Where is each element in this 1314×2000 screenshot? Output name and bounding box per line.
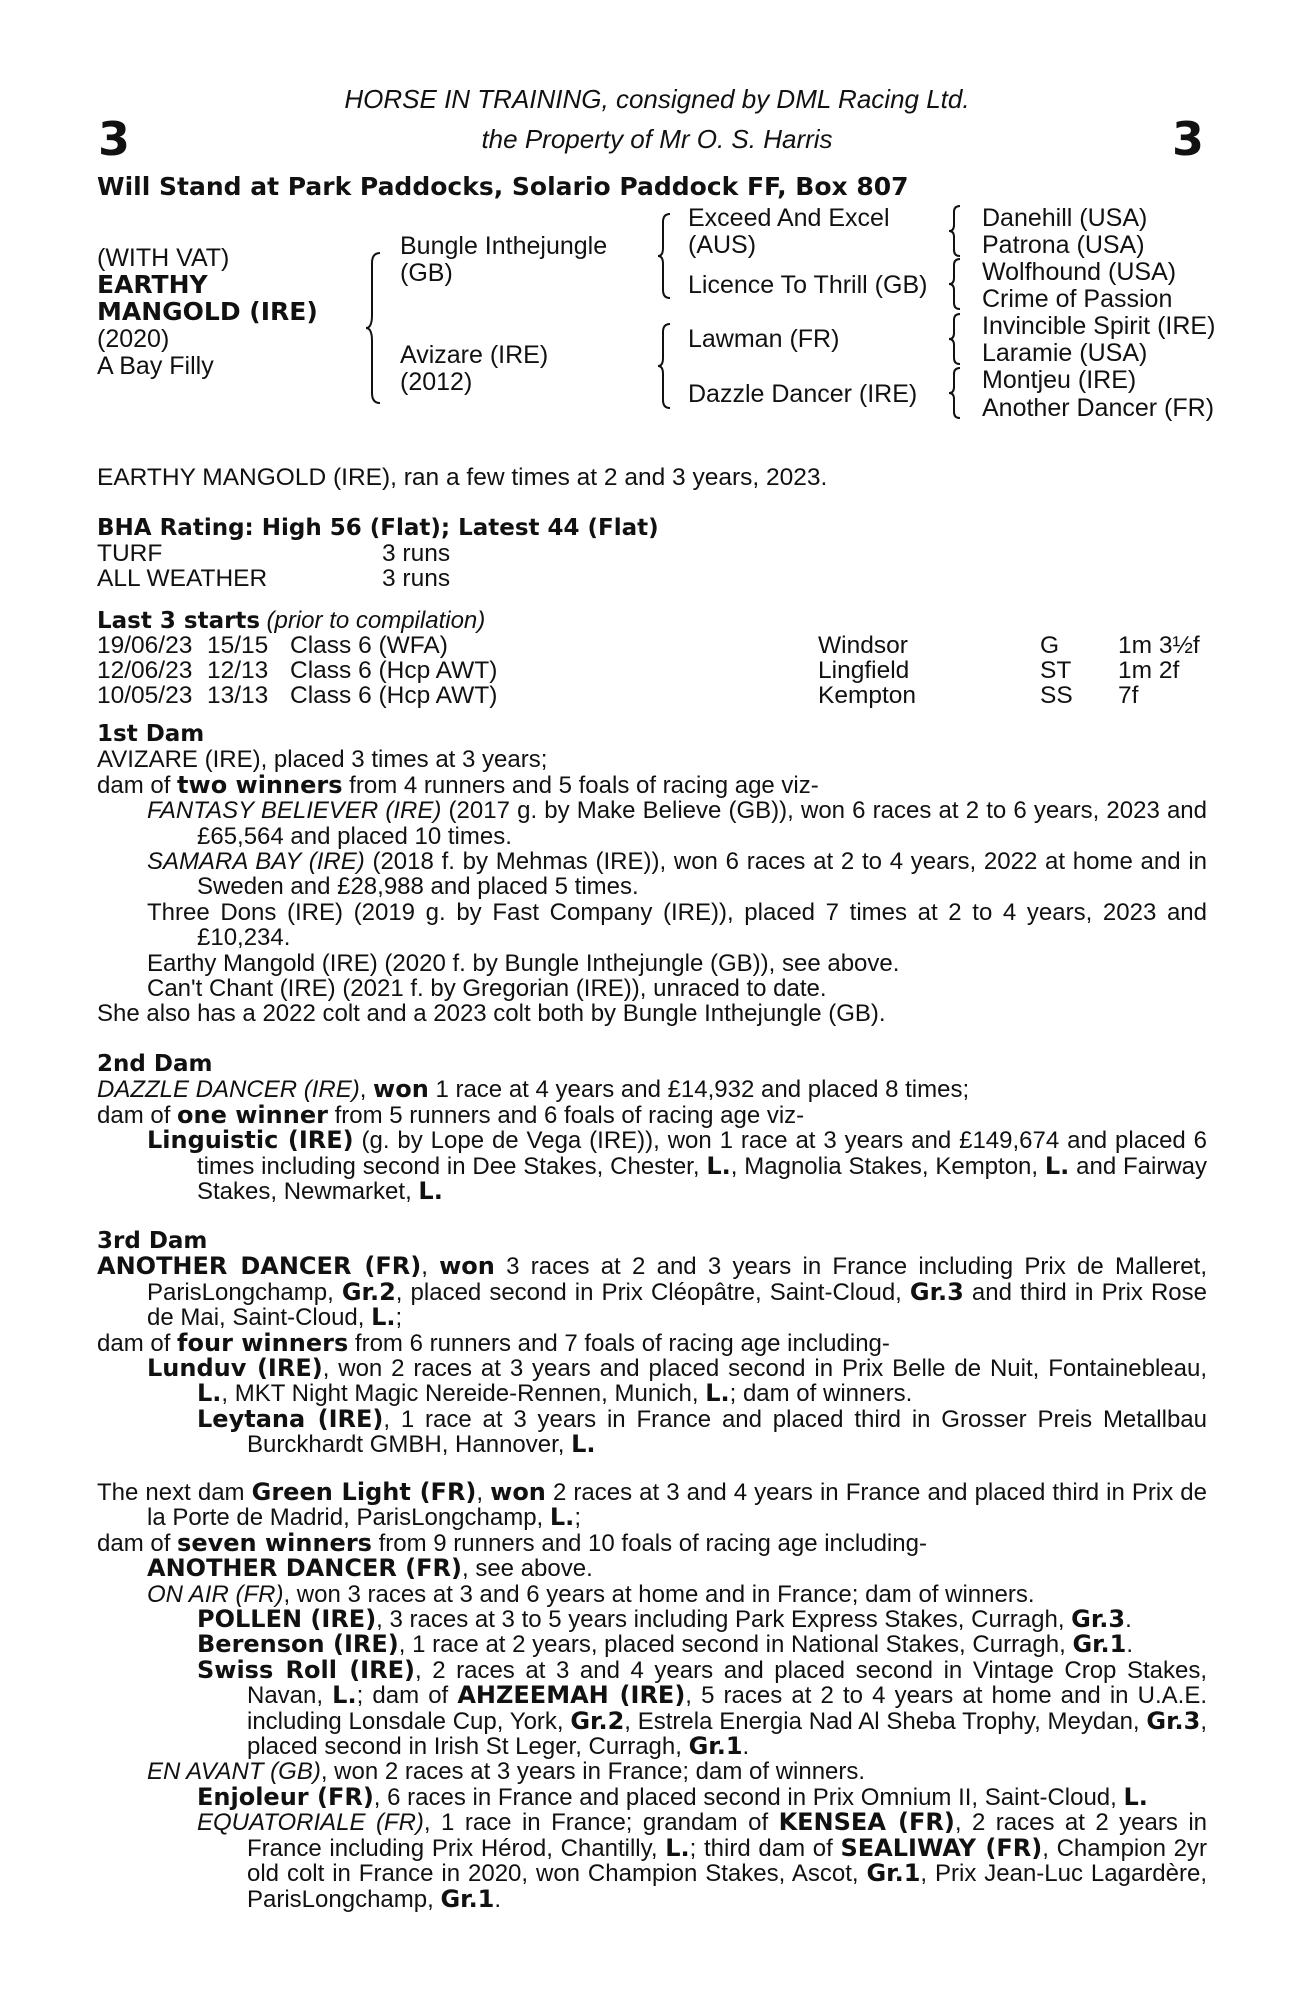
stand-location: Will Stand at Park Paddocks, Solario Paddock FF, Box 807 (97, 172, 909, 201)
on-air-berenson: Berenson (IRE), 1 race at 2 years, placed second in National Stakes, Curragh, Gr.1. (197, 1630, 1134, 1659)
next-dam-en-avant: EN AVANT (GB), won 2 races at 3 years in France; dam of winners. (147, 1758, 866, 1786)
lot-number-left: 3 (98, 112, 131, 166)
pedigree-bracket-ss (950, 206, 966, 256)
en-avant-equatoriale: EQUATORIALE (FR), 1 race in France; grandam of KENSEA (FR), 2 races at 2 years in France including Prix Hérod, Chantilly, L.; third dam of SEALIWAY (FR), Champion 2yr old colt in France in 2020, won Champion Stakes, Ascot, Gr.1, Prix Jean-Luc Lagardère, ParisLongchamp, Gr.1. (197, 1808, 1207, 1913)
next-dam-line2: dam of seven winners from 9 runners and 10 foals of racing age including- (97, 1528, 927, 1557)
first-dam-progeny-4: Earthy Mangold (IRE) (2020 f. by Bungle Inthejungle (GB)), see above. (147, 949, 900, 977)
first-dam-footnote: She also has a 2022 colt and a 2023 colt both by Bungle Inthejungle (GB). (97, 1000, 886, 1028)
first-dam-progeny-2: SAMARA BAY (IRE) (2018 f. by Mehmas (IRE)), won 6 races at 2 to 4 years, 2022 at home and in Sweden and £28,988 and placed 5 times. (147, 848, 1207, 901)
first-dam-heading: 1st Dam (97, 721, 205, 747)
lot-number-right: 3 (1172, 112, 1205, 166)
start-3-course: Kempton (818, 682, 917, 709)
rating-aw-label: ALL WEATHER (97, 565, 268, 592)
start-2-date: 12/06/23 (97, 657, 193, 684)
ped-g3-8: Another Dancer (FR) (982, 394, 1215, 422)
dam-dam: Dazzle Dancer (IRE) (688, 380, 918, 408)
start-2-dist: 1m 2f (1118, 657, 1180, 684)
first-dam-progeny-3: Three Dons (IRE) (2019 g. by Fast Company (IRE)), placed 7 times at 2 to 4 years, 2023 and £10,234. (147, 898, 1207, 952)
start-3-going: SS (1040, 682, 1073, 709)
second-dam-line1: DAZZLE DANCER (IRE), won 1 race at 4 years and £14,932 and placed 8 times; (97, 1075, 970, 1104)
pedigree-bracket-dam (660, 324, 680, 408)
ped-g3-5: Invincible Spirit (IRE) (982, 312, 1216, 340)
start-2-class: Class 6 (Hcp AWT) (290, 657, 498, 684)
sire-sire-origin: (AUS) (688, 231, 757, 259)
sire-name: Bungle Inthejungle (400, 232, 608, 260)
sire-origin: (GB) (400, 259, 453, 287)
ped-g3-4: Crime of Passion (982, 285, 1173, 313)
third-dam-section (97, 1229, 1207, 1458)
ped-g3-6: Laramie (USA) (982, 339, 1148, 367)
first-dam-line2: dam of two winners from 4 runners and 5 foals of racing age viz- (97, 770, 819, 799)
bha-rating-title: BHA Rating: High 56 (Flat); Latest 44 (Flat) (97, 515, 659, 541)
start-1-pos: 15/15 (207, 632, 269, 659)
third-dam-progeny-1: Lunduv (IRE), won 2 races at 3 years and placed second in Prix Belle de Nuit, Fontainebleau, L., MKT Night Magic Nereide-Rennen, Munich, L.; dam of winners. (147, 1354, 1207, 1408)
dam-year: (2012) (400, 368, 473, 396)
horse-year: (2020) (97, 325, 170, 353)
pedigree-bracket-main (368, 253, 388, 403)
ped-g3-3: Wolfhound (USA) (982, 258, 1177, 286)
first-dam-progeny-1: FANTASY BELIEVER (IRE) (2017 g. by Make Believe (GB)), won 6 races at 2 to 6 years, 2023 and £65,564 and placed 10 times. (147, 797, 1207, 850)
horse-description: A Bay Filly (97, 352, 214, 380)
start-2-going: ST (1040, 657, 1072, 684)
next-dam-on-air: ON AIR (FR), won 3 races at 3 and 6 years at home and in France; dam of winners. (147, 1580, 1035, 1608)
en-avant-enjoleur: Enjoleur (FR), 6 races in France and placed second in Prix Omnium II, Saint-Cloud, L. (197, 1782, 1148, 1811)
pedigree-bracket-dd (950, 368, 966, 418)
dam-name: Avizare (IRE) (400, 341, 549, 369)
start-3-dist: 7f (1118, 682, 1139, 709)
second-dam-progeny-1: Linguistic (IRE) (g. by Lope de Vega (IRE)), won 1 race at 3 years and £149,674 and placed 6 times including second in Dee Stakes, Chester, L., Magnolia Stakes, Kempton, L. and Fairway Stakes, Newmarket, L. (147, 1126, 1208, 1206)
sire-dam: Licence To Thrill (GB) (688, 271, 928, 299)
next-dam-section (97, 1480, 1207, 1912)
sire-sire: Exceed And Excel (688, 204, 890, 232)
ped-g3-1: Danehill (USA) (982, 204, 1148, 232)
ped-g3-2: Patrona (USA) (982, 231, 1145, 259)
dam-sire: Lawman (FR) (688, 325, 840, 353)
on-air-swiss-roll: Swiss Roll (IRE), 2 races at 3 and 4 years and placed second in Vintage Crop Stakes, Navan, L.; dam of AHZEEMAH (IRE), 5 races at 2 to 4 years at home and in U.A.E. including Lonsdale Cup, York, Gr.2, Estrela Energia Nad Al Sheba Trophy, Meydan, Gr.3, placed second in Irish St Leger, Curragh, Gr.1. (197, 1655, 1208, 1761)
start-1-date: 19/06/23 (97, 632, 193, 659)
pedigree-bracket-ds (950, 314, 966, 364)
horse-name-line2: MANGOLD (IRE) (97, 297, 318, 326)
third-dam-line1: ANOTHER DANCER (FR), won 3 races at 2 and 3 years in France including Prix de Malleret, ParisLongchamp, Gr.2, placed second in Prix Cléopâtre, Saint-Cloud, Gr.3 and third in Prix Rose de Mai, Saint-Cloud, L.; (97, 1252, 1207, 1332)
third-dam-progeny-2: Leytana (IRE), 1 race at 3 years in France and placed third in Grosser Preis Metallbau Burckhardt GMBH, Hannover, L. (197, 1404, 1208, 1459)
consignor-line: HORSE IN TRAINING, consigned by DML Racing Ltd. (344, 84, 970, 114)
rating-turf-label: TURF (97, 540, 163, 567)
first-dam-line1: AVIZARE (IRE), placed 3 times at 3 years; (97, 746, 548, 774)
last-starts-note: (prior to compilation) (266, 607, 486, 634)
vat-note: (WITH VAT) (97, 244, 230, 272)
start-1-course: Windsor (818, 632, 908, 659)
third-dam-line2: dam of four winners from 6 runners and 7 foals of racing age including- (97, 1328, 890, 1357)
third-dam-heading: 3rd Dam (97, 1228, 208, 1254)
horse-name-line1: EARTHY (97, 270, 208, 299)
first-dam-progeny-5: Can't Chant (IRE) (2021 f. by Gregorian (IRE)), unraced to date. (147, 975, 827, 1003)
start-2-pos: 12/13 (207, 657, 269, 684)
start-3-date: 10/05/23 (97, 682, 193, 709)
next-dam-line1: The next dam Green Light (FR), won 2 races at 3 and 4 years in France and placed third in Prix de la Porte de Madrid, ParisLongchamp, L.; (97, 1478, 1207, 1532)
ped-g3-7: Montjeu (IRE) (982, 366, 1137, 394)
rating-turf-runs: 3 runs (382, 540, 451, 567)
last-starts-title: Last 3 starts (97, 608, 261, 634)
rating-aw-runs: 3 runs (382, 565, 451, 592)
next-dam-another-dancer: ANOTHER DANCER (FR), see above. (147, 1554, 593, 1583)
pedigree-bracket-sire (660, 214, 680, 298)
second-dam-line2: dam of one winner from 5 runners and 6 foals of racing age viz- (97, 1100, 805, 1129)
second-dam-heading: 2nd Dam (97, 1051, 213, 1077)
start-3-class: Class 6 (Hcp AWT) (290, 682, 498, 709)
race-summary: EARTHY MANGOLD (IRE), ran a few times at 2 and 3 years, 2023. (97, 464, 828, 491)
first-dam-section (97, 722, 1207, 1027)
pedigree-bracket-sd (950, 259, 966, 309)
last-starts-heading (97, 607, 485, 635)
on-air-pollen: POLLEN (IRE), 3 races at 3 to 5 years including Park Express Stakes, Curragh, Gr.3. (197, 1605, 1132, 1634)
start-1-going: G (1040, 632, 1060, 659)
start-1-class: Class 6 (WFA) (290, 632, 448, 659)
start-1-dist: 1m 3½f (1118, 632, 1200, 659)
owner-line: the Property of Mr O. S. Harris (481, 124, 833, 154)
start-2-course: Lingfield (818, 657, 910, 684)
second-dam-section (97, 1052, 1207, 1204)
start-3-pos: 13/13 (207, 682, 269, 709)
